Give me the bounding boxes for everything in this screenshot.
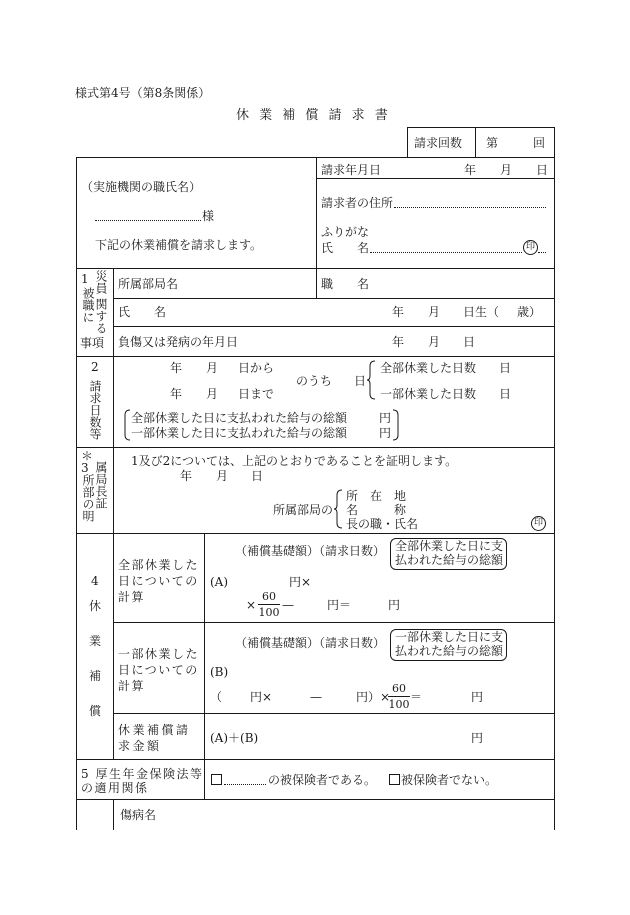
- days-brace: [366, 360, 376, 400]
- to-month: 月: [206, 387, 219, 401]
- section3-label-col1: 所部の明: [81, 474, 95, 522]
- claim-count-prefix: 第: [486, 136, 499, 150]
- partial-result-yen: 円: [471, 690, 484, 704]
- total-label: 休業補償請求金額: [118, 723, 191, 753]
- request-text: 下記の休業補償を請求します。: [95, 238, 263, 252]
- b-label: (B): [210, 665, 229, 679]
- full-paid-note: 全部休業した日に支払われた給与の総額: [395, 539, 504, 567]
- dept-name-label: 名 称: [346, 503, 407, 517]
- insured-checkbox[interactable]: [211, 774, 222, 785]
- section2-number: 2: [91, 360, 99, 374]
- section1-label-bottom: 事項: [80, 336, 105, 350]
- claim-count-input[interactable]: [500, 132, 530, 152]
- total-days-unit: 日: [354, 374, 367, 388]
- partial-equals: ＝: [410, 690, 423, 704]
- furigana-label: ふりがな: [321, 225, 370, 239]
- birth-day: 日生（: [463, 305, 500, 319]
- department-label: 所属部局名: [118, 277, 179, 291]
- full-leave-days-unit: 日: [499, 361, 512, 375]
- partial-close: 円）×: [356, 690, 391, 704]
- form-number: 様式第4号（第8条関係）: [75, 86, 211, 100]
- not-insured-label: 被保険者でない。: [401, 773, 498, 787]
- birth-month: 月: [428, 305, 441, 319]
- cert-year: 年: [180, 469, 193, 483]
- institution-name-field[interactable]: [95, 220, 201, 221]
- from-year: 年: [170, 361, 183, 375]
- to-year: 年: [170, 387, 183, 401]
- partial-open: （: [210, 690, 223, 704]
- full-times: 円×: [289, 575, 312, 589]
- from-suffix: 日から: [238, 361, 275, 375]
- honorific: 様: [202, 209, 215, 223]
- claim-date-day: 日: [536, 163, 549, 177]
- section4-char4: 償: [89, 704, 102, 718]
- full-denominator: 100: [258, 606, 280, 619]
- claim-date-year: 年: [464, 163, 477, 177]
- partial-fraction: [388, 682, 410, 711]
- partial-leave-days-label: 一部休業した日数: [380, 387, 477, 401]
- to-suffix: 日まで: [238, 387, 275, 401]
- section3-mark: ＊: [81, 449, 94, 463]
- section1-label-col1: 災員: [94, 270, 108, 294]
- dept-head-seal-icon: 印: [531, 516, 546, 531]
- partial-calc-label: 一部休業した日についての計算: [118, 647, 200, 693]
- full-x: ×: [246, 598, 257, 612]
- from-month: 月: [206, 361, 219, 375]
- section1-label-col3: 関する: [94, 298, 108, 334]
- partial-pay-unit: 円: [379, 426, 392, 440]
- a-label: (A): [210, 575, 229, 589]
- section1-label-col2: 被職に: [81, 287, 95, 323]
- partial-paid-note: 一部休業した日に支払われた給与の総額: [395, 630, 504, 658]
- injury-date-label: 負傷又は発病の年月日: [118, 335, 239, 349]
- cert-month: 月: [216, 469, 229, 483]
- partial-leave-days-unit: 日: [499, 387, 512, 401]
- full-leave-days-label: 全部休業した日数: [380, 361, 477, 375]
- section3-label-col2: 属局長証: [94, 461, 108, 509]
- claimant-name-field[interactable]: [370, 252, 522, 253]
- age-suffix: 歳）: [517, 305, 542, 319]
- section1-number: 1: [81, 272, 89, 286]
- employee-name-label: 氏 名: [118, 305, 167, 319]
- section5-label: 5 厚生年金保険法等の適用関係: [81, 767, 204, 795]
- claim-date-label: 請求年月日: [321, 163, 382, 177]
- dept-brace: [333, 489, 343, 529]
- full-equals-yen: 円＝: [327, 598, 352, 612]
- section3-number: 3: [81, 461, 89, 475]
- claimant-name-label: 氏 名: [321, 241, 370, 255]
- cert-day: 日: [251, 469, 264, 483]
- institution-label: （実施機関の職氏名）: [81, 180, 202, 194]
- dept-of-label: 所属部局の: [273, 503, 334, 517]
- section2-label-text: 請求日数等: [88, 380, 102, 440]
- injury-month: 月: [428, 335, 441, 349]
- claimant-seal-icon: 印: [523, 240, 538, 255]
- partial-numerator: 60: [392, 682, 406, 695]
- full-minus: —: [282, 598, 294, 612]
- pay-bracket-left: [124, 409, 131, 441]
- pay-bracket-right: [392, 409, 399, 441]
- full-basis-header: （補償基礎額）（請求日数）: [235, 544, 386, 558]
- partial-times: 円×: [250, 690, 273, 704]
- full-pay-total-label: 全部休業した日に支払われた給与の総額: [131, 411, 348, 425]
- partial-denominator: 100: [388, 698, 410, 711]
- certification-text: 1及び2については、上記のとおりであることを証明します。: [131, 454, 458, 468]
- address-field[interactable]: [394, 207, 546, 208]
- claim-count-label: 請求回数: [414, 136, 463, 150]
- claim-count-suffix: 回: [533, 136, 546, 150]
- dept-head-label: 長の職・氏名: [346, 517, 419, 531]
- full-numerator: 60: [262, 590, 276, 603]
- full-fraction: [258, 590, 280, 619]
- address-label: 請求者の住所: [321, 196, 394, 210]
- claim-date-month: 月: [500, 163, 513, 177]
- partial-pay-total-label: 一部休業した日に支払われた給与の総額: [131, 426, 348, 440]
- page-title: 休 業 補 償 請 求 書: [236, 108, 391, 123]
- of-which: のうち: [296, 374, 333, 388]
- not-insured-checkbox[interactable]: [389, 774, 400, 785]
- section4-char3: 補: [89, 669, 102, 683]
- section4-number: 4: [91, 574, 99, 588]
- section4-char1: 休: [89, 599, 102, 613]
- full-result-yen: 円: [388, 598, 401, 612]
- insured-label: の被保険者である。: [268, 773, 377, 787]
- section4-char2: 業: [89, 634, 102, 648]
- disease-name-label: 傷病名: [120, 808, 157, 822]
- dept-location-label: 所 在 地: [346, 489, 407, 503]
- total-formula: (A)＋(B): [210, 731, 259, 745]
- injury-day: 日: [463, 335, 476, 349]
- partial-basis-header: （補償基礎額）（請求日数）: [235, 636, 386, 650]
- position-label: 職 名: [321, 277, 370, 291]
- partial-minus: —: [310, 690, 322, 704]
- birth-year: 年: [392, 305, 405, 319]
- total-yen: 円: [471, 731, 484, 745]
- injury-year: 年: [392, 335, 405, 349]
- full-calc-label: 全部休業した日についての計算: [118, 558, 200, 604]
- insurance-type-field[interactable]: [224, 784, 266, 785]
- full-pay-unit: 円: [379, 411, 392, 425]
